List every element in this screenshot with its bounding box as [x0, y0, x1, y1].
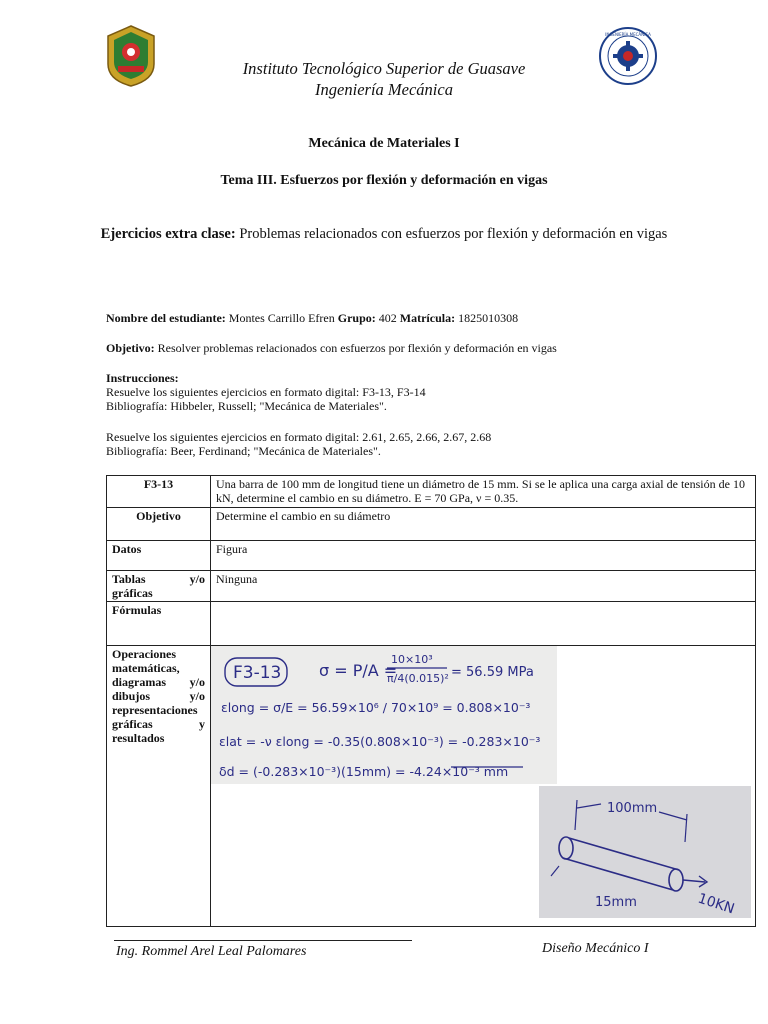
table-row [107, 508, 756, 541]
handwritten-line: σ = P/A = [319, 661, 398, 680]
bibliography-line: Bibliografía: Beer, Ferdinand; "Mecánica de Materiales". [106, 444, 381, 458]
formulas-cell-value [211, 602, 756, 646]
student-info [106, 311, 746, 325]
svg-text:INGENIERÍA MECÁNICA: INGENIERÍA MECÁNICA [605, 32, 651, 37]
extra-exercises [100, 225, 668, 243]
table-row [107, 541, 756, 571]
instructions-label: Instrucciones: [106, 371, 179, 385]
institute-seal-icon [104, 24, 166, 86]
objective-label: Objetivo: [106, 341, 155, 355]
table-row [107, 602, 756, 646]
table-row [107, 476, 756, 508]
table-row [107, 646, 756, 927]
id-label: Matrícula: [399, 311, 456, 325]
bibliography-line: Bibliografía: Hibbeler, Russell; "Mecánica de Materiales". [106, 399, 387, 413]
handwritten-line: εlat = -ν εlong = -0.35(0.808×10⁻³) = -0.283×10⁻³ [219, 734, 541, 749]
student-name: Montes Carrillo Efren [228, 311, 335, 325]
handwritten-line: π/4(0.015)² [387, 672, 449, 685]
problem-id: F3-13 [107, 476, 211, 508]
handwritten-solution-photo [211, 646, 557, 784]
instructions [106, 371, 746, 413]
problem-statement: Una barra de 100 mm de longitud tiene un diámetro de 15 mm. Si se le aplica una carga axial de tensión de 10 kN, determine el cambio en su diámetro. E = 70 GPa, ν = 0.35. [211, 476, 756, 508]
institute-name: Instituto Tecnológico Superior de Guasave [242, 59, 526, 78]
tables-cell-value: Ninguna [211, 571, 756, 602]
student-name-label: Nombre del estudiante: [106, 311, 226, 325]
instructions-second [106, 430, 746, 458]
handwritten-tag: F3-13 [233, 663, 282, 683]
table-row [107, 571, 756, 602]
id-value: 1825010308 [458, 311, 519, 325]
tables-cell-label: Tablas y/o gráficas [107, 571, 211, 602]
data-cell-value: Figura [211, 541, 756, 571]
topic-title: Tema III. Esfuerzos por flexión y deformación en vigas [220, 173, 548, 188]
data-cell-label: Datos [107, 541, 211, 571]
sketch-diameter-label: 15mm [595, 895, 637, 910]
course-title: Mecánica de Materiales I [308, 136, 460, 151]
program-name: Ingeniería Mecánica [315, 80, 453, 99]
objective-cell-label: Objetivo [107, 508, 211, 541]
exercise-table [106, 475, 756, 927]
extra-exercises-label: Ejercicios extra clase: [100, 226, 236, 242]
institute-header [180, 58, 588, 100]
instructions-line: Resuelve los siguientes ejercicios en formato digital: F3-13, F3-14 [106, 385, 426, 399]
mechanical-engineering-seal-icon [598, 26, 658, 91]
group-label: Grupo: [337, 311, 376, 325]
instructions-line: Resuelve los siguientes ejercicios en formato digital: 2.61, 2.65, 2.66, 2.67, 2.68 [106, 430, 492, 444]
sketch-load-label: 10KN [695, 890, 737, 918]
handwritten-line: = 56.59 MPa [451, 665, 534, 680]
handwritten-line: δd = (-0.283×10⁻³)(15mm) = -4.24×10⁻³ mm [219, 764, 509, 779]
formulas-cell-label: Fórmulas [107, 602, 211, 646]
operations-cell-value [211, 646, 756, 927]
footer-course: Diseño Mecánico I [542, 941, 649, 956]
handwritten-line: 10×10³ [391, 653, 433, 666]
sketch-length-label: 100mm [607, 801, 658, 816]
objective-cell-value: Determine el cambio en su diámetro [211, 508, 756, 541]
bar-sketch-photo [539, 786, 751, 918]
operations-cell-label: Operaciones matemáticas, diagramas y/o dibujos y/o representaciones gráficas y resultados [107, 646, 211, 927]
extra-exercises-text: Problemas relacionados con esfuerzos por flexión y deformación en vigas [239, 226, 668, 242]
footer-divider [114, 940, 412, 941]
objective-text: Resolver problemas relacionados con esfuerzos por flexión y deformación en vigas [157, 341, 557, 355]
handwritten-line: εlong = σ/E = 56.59×10⁶ / 70×10⁹ = 0.808×10⁻³ [221, 700, 531, 715]
footer-instructor: Ing. Rommel Arel Leal Palomares [116, 944, 307, 959]
objective [106, 341, 746, 355]
group-value: 402 [378, 311, 397, 325]
